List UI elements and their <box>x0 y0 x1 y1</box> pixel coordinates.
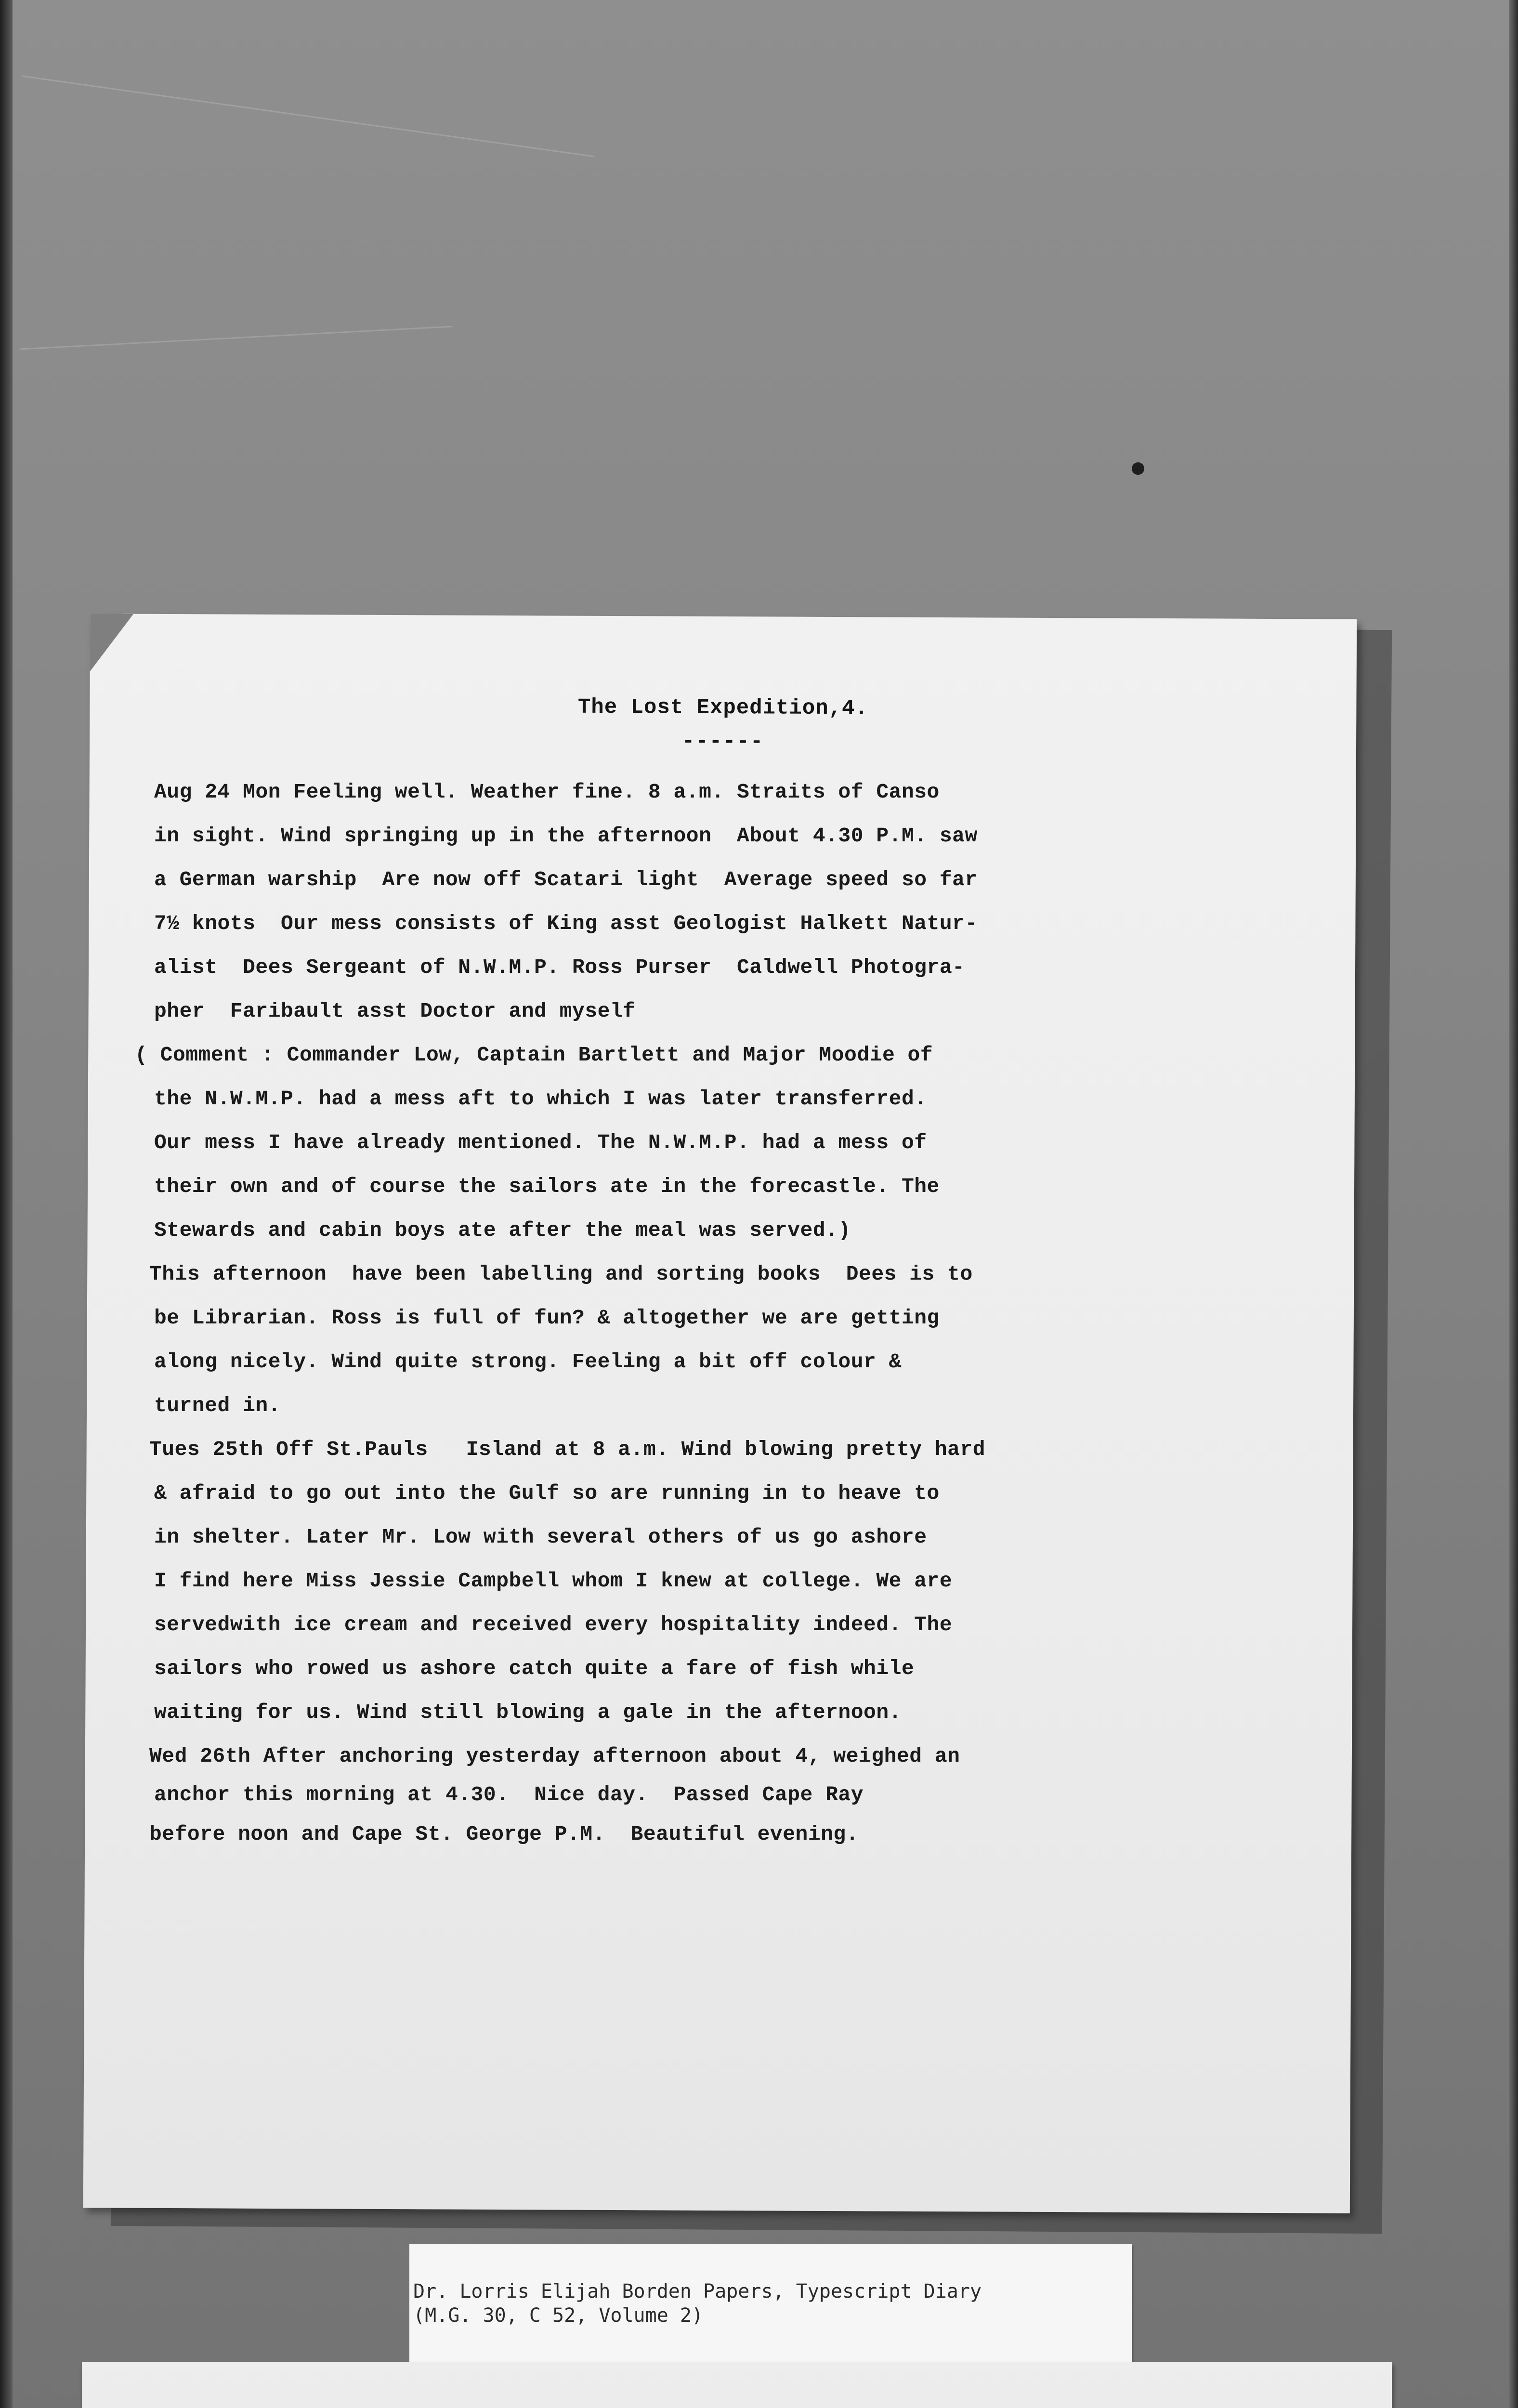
text-line: a German warship Are now off Scatari light Average speed so far <box>154 868 978 891</box>
text-line: Stewards and cabin boys ate after the meal was served.) <box>154 1218 851 1242</box>
text-line: anchor this morning at 4.30. Nice day. Passed Cape Ray <box>154 1783 864 1806</box>
text-line: turned in. <box>154 1394 281 1417</box>
text-line: before noon and Cape St. George P.M. Beautiful evening. <box>149 1822 859 1846</box>
film-left-edge <box>0 0 13 2408</box>
text-line: be Librarian. Ross is full of fun? & altogether we are getting <box>154 1306 940 1330</box>
citation-line: Dr. Lorris Elijah Borden Papers, Typescript Diary <box>413 2280 982 2303</box>
text-line: their own and of course the sailors ate in the forecastle. The <box>154 1175 940 1198</box>
text-line: servedwith ice cream and received every hospitality indeed. The <box>154 1613 953 1636</box>
text-line: This afternoon have been labelling and sorting books Dees is to <box>149 1262 973 1286</box>
text-line: Tues 25th Off St.Pauls Island at 8 a.m. Wind blowing pretty hard <box>149 1438 986 1461</box>
text-line: 7½ knots Our mess consists of King asst Geologist Halkett Natur- <box>154 912 978 935</box>
diary-text <box>135 780 1262 1866</box>
citation-label <box>409 2244 1132 2364</box>
page-corner-fold <box>90 614 134 671</box>
text-line: the N.W.M.P. had a mess aft to which I was later transferred. <box>154 1087 927 1111</box>
text-line: pher Faribault asst Doctor and myself <box>154 999 636 1023</box>
citation-line: (M.G. 30, C 52, Volume 2) <box>413 2304 704 2327</box>
text-line: Our mess I have already mentioned. The N.W.M.P. had a mess of <box>154 1131 927 1154</box>
text-line: in shelter. Later Mr. Low with several others of us go ashore <box>154 1525 927 1549</box>
text-line: I find here Miss Jessie Campbell whom I knew at college. We are <box>154 1569 953 1593</box>
text-line: ( Comment : Commander Low, Captain Bartlett and Major Moodie of <box>135 1043 933 1067</box>
text-line: waiting for us. Wind still blowing a gale in the afternoon. <box>154 1701 902 1724</box>
text-line: & afraid to go out into the Gulf so are running in to heave to <box>154 1481 940 1505</box>
text-line: in sight. Wind springing up in the afternoon About 4.30 P.M. saw <box>154 824 978 848</box>
text-line: alist Dees Sergeant of N.W.M.P. Ross Purser Caldwell Photogra- <box>154 955 965 979</box>
text-line: sailors who rowed us ashore catch quite a fare of fish while <box>154 1657 915 1680</box>
text-line: Wed 26th After anchoring yesterday afternoon about 4, weighed an <box>149 1744 960 1768</box>
text-line: Aug 24 Mon Feeling well. Weather fine. 8 a.m. Straits of Canso <box>154 780 940 804</box>
film-right-edge <box>1509 0 1518 2408</box>
text-line: along nicely. Wind quite strong. Feeling a bit off colour & <box>154 1350 902 1374</box>
page-title: The Lost Expedition,4. <box>577 695 868 721</box>
title-underline: ------ <box>681 729 764 754</box>
archives-stamp-card <box>82 2362 1392 2408</box>
background-speck <box>1132 462 1144 475</box>
background-scuff <box>22 76 595 157</box>
background-scuff <box>20 326 453 350</box>
